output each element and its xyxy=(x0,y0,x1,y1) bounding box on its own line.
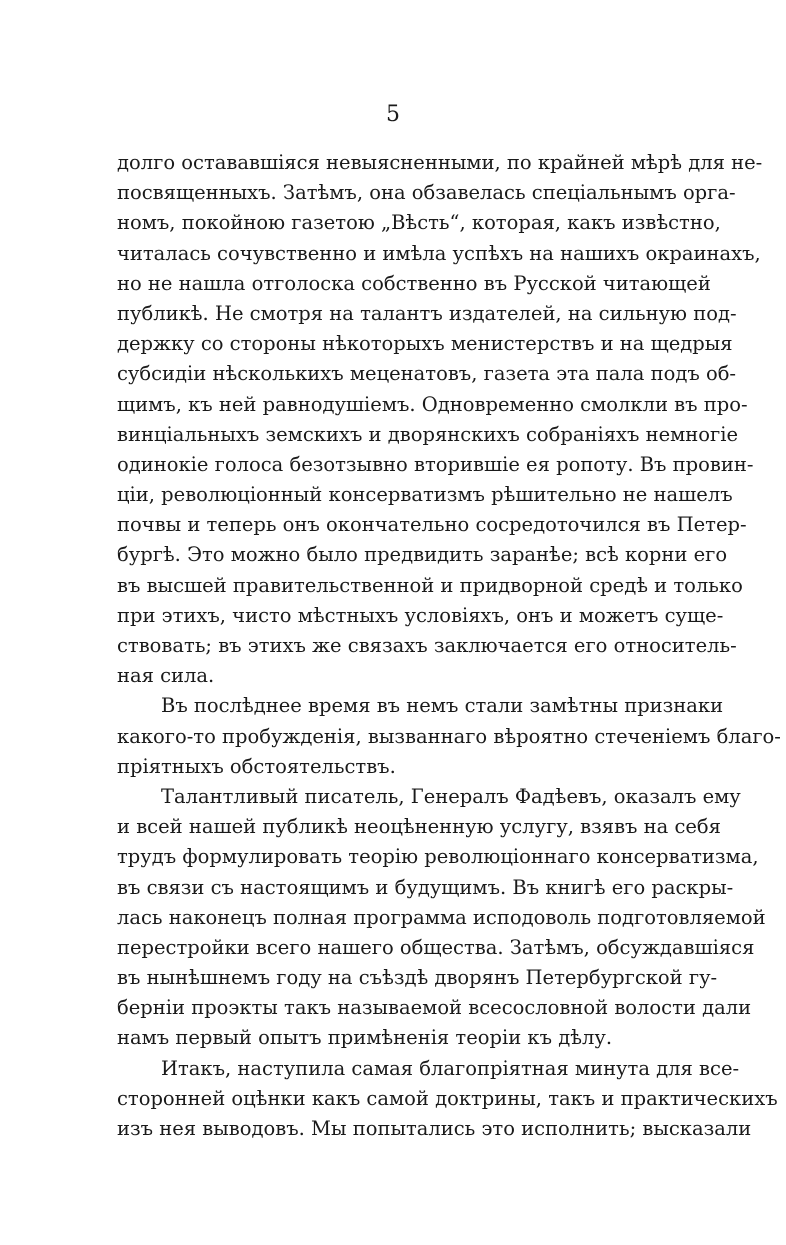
text-line: Въ послѣднее время въ немъ стали замѣтны признаки xyxy=(161,694,724,718)
text-line: щимъ, къ ней равнодушіемъ. Одновременно смолкли въ про- xyxy=(117,392,748,416)
text-line: и всей нашей публикѣ неоцѣненную услугу, взявъ на себя xyxy=(117,815,721,839)
text-line: посвященныхъ. Затѣмъ, она обзавелась спеціальнымъ орга- xyxy=(117,181,736,205)
page-number: 5 xyxy=(386,102,400,127)
text-line: намъ первый опытъ примѣненія теоріи къ дѣлу. xyxy=(117,1026,613,1050)
text-line: но не нашла отголоска собственно въ Русской читающей xyxy=(117,271,711,295)
text-line: перестройки всего нашего общества. Затѣмъ, обсуждавшіяся xyxy=(117,935,755,959)
paragraph-4 xyxy=(117,1054,778,1145)
paragraph-1 xyxy=(117,148,763,691)
text-line: одинокіе голоса безотзывно вторившіе ея ропоту. Въ провин- xyxy=(117,452,754,476)
text-line: какого-то пробужденія, вызваннаго вѣроятно стеченіемъ благо- xyxy=(117,724,781,748)
paragraph-2 xyxy=(117,691,781,782)
text-line: при этихъ, чисто мѣстныхъ условіяхъ, онъ и можетъ суще- xyxy=(117,603,724,627)
paragraph-3 xyxy=(117,782,766,1054)
text-line: держку со стороны нѣкоторыхъ менистерствъ и на щедрыя xyxy=(117,332,733,356)
text-line: пріятныхъ обстоятельствъ. xyxy=(117,754,396,778)
text-line: ствовать; въ этихъ же связахъ заключается его относитель- xyxy=(117,634,737,657)
text-line: Итакъ, наступила самая благопріятная минута для все- xyxy=(161,1056,740,1080)
text-line: изъ нея выводовъ. Мы попытались это исполнить; высказали xyxy=(117,1117,752,1140)
text-line: номъ, покойною газетою „Вѣсть“, которая, какъ извѣстно, xyxy=(117,211,721,235)
text-line: въ нынѣшнемъ году на съѣздѣ дворянъ Петербургской гу- xyxy=(117,966,718,990)
body-text xyxy=(117,148,781,1144)
text-line: долго остававшіяся невыясненными, по крайней мѣрѣ для не- xyxy=(117,151,763,174)
text-line: Талантливый писатель, Генералъ Фадѣевъ, оказалъ ему xyxy=(161,784,741,808)
text-line: ціи, революціонный консерватизмъ рѣшительно не нашелъ xyxy=(117,483,733,507)
text-line: ная сила. xyxy=(117,664,215,688)
text-line: бургѣ. Это можно было предвидить заранѣе; всѣ корни его xyxy=(117,543,728,567)
text-line: въ высшей правительственной и придворной средѣ и только xyxy=(117,573,743,597)
text-line: лась наконецъ полная программа исподоволь подготовляемой xyxy=(117,905,766,929)
text-line: сторонней оцѣнки какъ самой доктрины, такъ и практическихъ xyxy=(117,1086,778,1110)
text-line: почвы и теперь онъ окончательно сосредоточился въ Петер- xyxy=(117,513,747,537)
text-line: въ связи съ настоящимъ и будущимъ. Въ книгѣ его раскры- xyxy=(117,875,734,899)
text-line: читалась сочувственно и имѣла успѣхъ на нашихъ окраинахъ, xyxy=(117,241,761,265)
text-line: винціальныхъ земскихъ и дворянскихъ собраніяхъ немногіе xyxy=(117,422,739,446)
text-line: берніи проэкты такъ называемой всесословной волости дали xyxy=(117,996,752,1020)
text-line: трудъ формулировать теорію революціоннаго консерватизма, xyxy=(117,845,759,869)
text-line: субсидіи нѣсколькихъ меценатовъ, газета эта пала подъ об- xyxy=(117,362,737,386)
text-line: публикѣ. Не смотря на талантъ издателей, на сильную под- xyxy=(117,301,737,325)
